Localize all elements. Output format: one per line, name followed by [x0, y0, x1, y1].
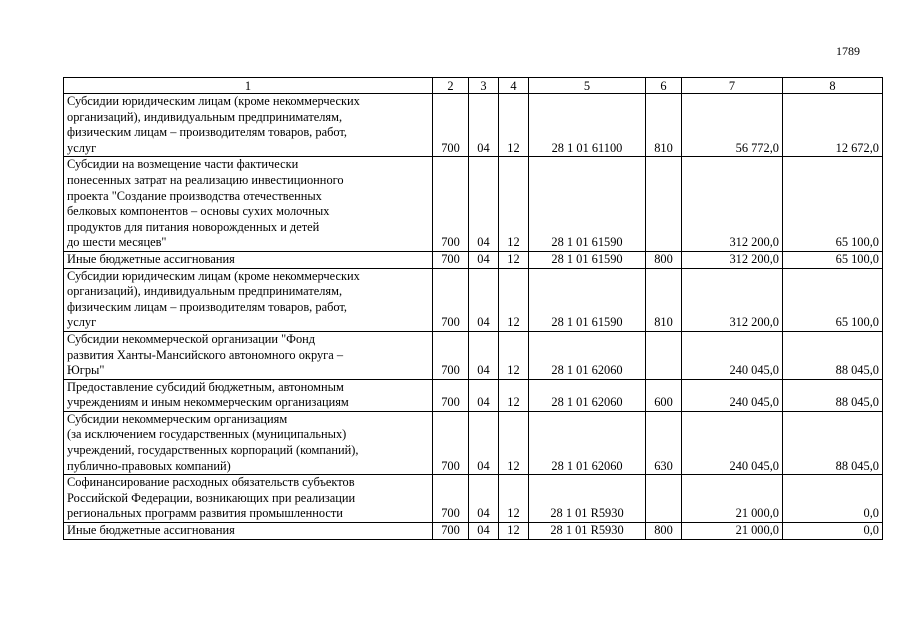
- subsection-code: 12: [499, 331, 529, 379]
- amount-col8: 65 100,0: [783, 251, 883, 268]
- column-header: 2: [433, 78, 469, 94]
- column-header: 6: [646, 78, 682, 94]
- amount-col8: 88 045,0: [783, 331, 883, 379]
- section-code: 04: [469, 251, 499, 268]
- amount-col8: 88 045,0: [783, 411, 883, 474]
- amount-col7: 312 200,0: [682, 268, 783, 331]
- amount-col8: 88 045,0: [783, 379, 883, 411]
- expense-type-code: 810: [646, 268, 682, 331]
- amount-col7: 312 200,0: [682, 251, 783, 268]
- expense-type-code: [646, 475, 682, 523]
- section-code: 04: [469, 268, 499, 331]
- ministry-code: 700: [433, 157, 469, 252]
- subsection-code: 12: [499, 379, 529, 411]
- table-row: [64, 268, 883, 331]
- column-header: 8: [783, 78, 883, 94]
- expense-type-code: 800: [646, 251, 682, 268]
- table-row: [64, 475, 883, 523]
- table-row: [64, 157, 883, 252]
- target-article-code: 28 1 01 61590: [529, 268, 646, 331]
- target-article-code: 28 1 01 R5930: [529, 523, 646, 540]
- table-row: [64, 251, 883, 268]
- row-description: Субсидии некоммерческой организации "Фонд развития Ханты-Мансийского автономного округа – Югры": [64, 331, 433, 379]
- target-article-code: 28 1 01 62060: [529, 331, 646, 379]
- amount-col7: 21 000,0: [682, 523, 783, 540]
- row-description: Иные бюджетные ассигнования: [64, 251, 433, 268]
- section-code: 04: [469, 331, 499, 379]
- expense-type-code: 600: [646, 379, 682, 411]
- section-code: 04: [469, 94, 499, 157]
- section-code: 04: [469, 523, 499, 540]
- amount-col7: 56 772,0: [682, 94, 783, 157]
- subsection-code: 12: [499, 94, 529, 157]
- row-description: Субсидии юридическим лицам (кроме некоммерческих организаций), индивидуальным предпринимателям, физическим лицам – производителям товаров, работ, услуг: [64, 268, 433, 331]
- column-header: 7: [682, 78, 783, 94]
- amount-col8: 65 100,0: [783, 157, 883, 252]
- amount-col8: 12 672,0: [783, 94, 883, 157]
- amount-col7: 240 045,0: [682, 379, 783, 411]
- amount-col7: 240 045,0: [682, 411, 783, 474]
- target-article-code: 28 1 01 61590: [529, 251, 646, 268]
- table-row: [64, 523, 883, 540]
- ministry-code: 700: [433, 475, 469, 523]
- subsection-code: 12: [499, 251, 529, 268]
- amount-col8: 0,0: [783, 475, 883, 523]
- ministry-code: 700: [433, 411, 469, 474]
- column-header: 3: [469, 78, 499, 94]
- subsection-code: 12: [499, 411, 529, 474]
- table-row: [64, 379, 883, 411]
- budget-table: [63, 77, 883, 540]
- table-header-row: [64, 78, 883, 94]
- expense-type-code: 630: [646, 411, 682, 474]
- target-article-code: 28 1 01 R5930: [529, 475, 646, 523]
- ministry-code: 700: [433, 268, 469, 331]
- expense-type-code: 810: [646, 94, 682, 157]
- expense-type-code: 800: [646, 523, 682, 540]
- ministry-code: 700: [433, 251, 469, 268]
- table-row: [64, 331, 883, 379]
- row-description: Субсидии юридическим лицам (кроме некоммерческих организаций), индивидуальным предпринимателям, физическим лицам – производителям товаров, работ, услуг: [64, 94, 433, 157]
- target-article-code: 28 1 01 62060: [529, 379, 646, 411]
- column-header: 1: [64, 78, 433, 94]
- expense-type-code: [646, 157, 682, 252]
- amount-col7: 312 200,0: [682, 157, 783, 252]
- amount-col7: 21 000,0: [682, 475, 783, 523]
- ministry-code: 700: [433, 94, 469, 157]
- column-header: 5: [529, 78, 646, 94]
- subsection-code: 12: [499, 157, 529, 252]
- section-code: 04: [469, 475, 499, 523]
- expense-type-code: [646, 331, 682, 379]
- column-header: 4: [499, 78, 529, 94]
- row-description: Субсидии некоммерческим организациям (за исключением государственных (муниципальных) учреждений, государственных корпораций (компаний), публично-правовых компаний): [64, 411, 433, 474]
- row-description: Иные бюджетные ассигнования: [64, 523, 433, 540]
- section-code: 04: [469, 411, 499, 474]
- amount-col8: 0,0: [783, 523, 883, 540]
- page-number: 1789: [836, 44, 860, 58]
- section-code: 04: [469, 157, 499, 252]
- table-row: [64, 94, 883, 157]
- target-article-code: 28 1 01 61100: [529, 94, 646, 157]
- subsection-code: 12: [499, 475, 529, 523]
- ministry-code: 700: [433, 523, 469, 540]
- ministry-code: 700: [433, 379, 469, 411]
- row-description: Субсидии на возмещение части фактически понесенных затрат на реализацию инвестиционного проекта "Создание производства отечественных белковых компонентов – основы сухих молочных продуктов для питания новорожденных и детей до шести месяцев": [64, 157, 433, 252]
- table-row: [64, 411, 883, 474]
- amount-col8: 65 100,0: [783, 268, 883, 331]
- row-description: Предоставление субсидий бюджетным, автономным учреждениям и иным некоммерческим организациям: [64, 379, 433, 411]
- subsection-code: 12: [499, 523, 529, 540]
- row-description: Софинансирование расходных обязательств субъектов Российской Федерации, возникающих при реализации региональных программ развития промышленности: [64, 475, 433, 523]
- amount-col7: 240 045,0: [682, 331, 783, 379]
- section-code: 04: [469, 379, 499, 411]
- ministry-code: 700: [433, 331, 469, 379]
- subsection-code: 12: [499, 268, 529, 331]
- target-article-code: 28 1 01 61590: [529, 157, 646, 252]
- target-article-code: 28 1 01 62060: [529, 411, 646, 474]
